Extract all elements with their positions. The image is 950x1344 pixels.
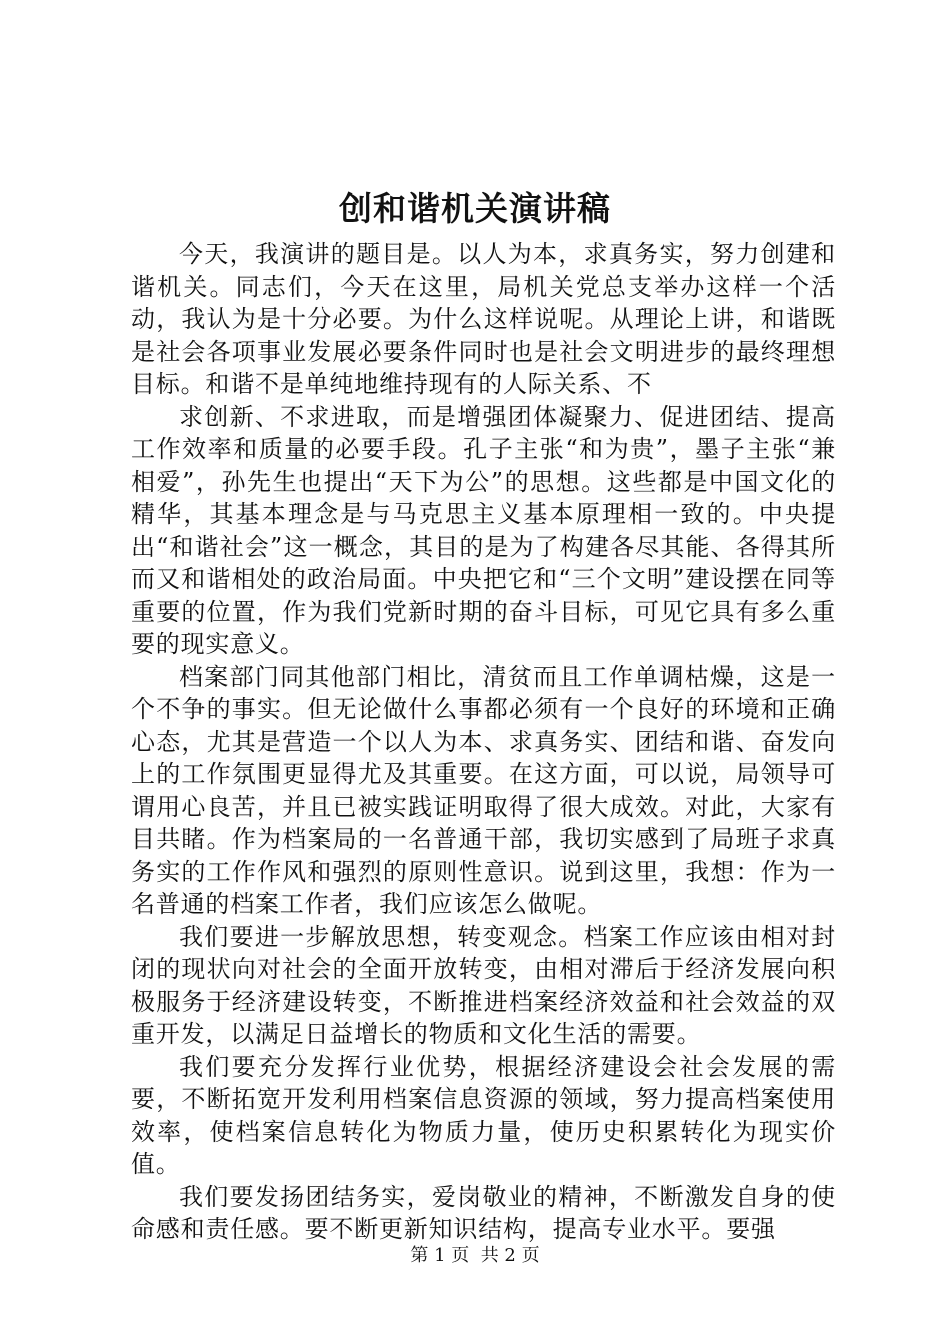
paragraph-1: 今天，我演讲的题目是。以人为本，求真务实，努力创建和谐机关。同志们，今天在这里，局机关党总支举办这样一个活动，我认为是十分必要。为什么这样说呢。从理论上讲，和谐既是社会各项事业发展必要条件同时也是社会文明进步的最终理想目标。和谐不是单纯地维持现有的人际关系、不 [131, 240, 836, 398]
paragraph-3: 档案部门同其他部门相比，清贫而且工作单调枯燥，这是一个不争的事实。但无论做什么事都必须有一个良好的环境和正确心态，尤其是营造一个以人为本、求真务实、团结和谐、奋发向上的工作氛围更显得尤及其重要。在这方面，可以说，局领导可谓用心良苦，并且已被实践证明取得了很大成效。对此，大家有目共睹。作为档案局的一名普通干部，我切实感到了局班子求真务实的工作作风和强烈的原则性意识。说到这里，我想：作为一名普通的档案工作者，我们应该怎么做呢。 [131, 662, 836, 918]
paragraph-2: 求创新、不求进取，而是增强团体凝聚力、促进团结、提高工作效率和质量的必要手段。孔子主张“和为贵”，墨子主张“兼相爱”，孙先生也提出“天下为公”的思想。这些都是中国文化的精华，其基本理念是与马克思主义基本原理相一致的。中央提出“和谐社会”这一概念，其目的是为了构建各尽其能、各得其所而又和谐相处的政治局面。中央把它和“三个文明”建设摆在同等重要的位置，作为我们党新时期的奋斗目标，可见它具有多么重要的现实意义。 [131, 402, 836, 658]
paragraph-4: 我们要进一步解放思想，转变观念。档案工作应该由相对封闭的现状向对社会的全面开放转变，由相对滞后于经济发展向积极服务于经济建设转变，不断推进档案经济效益和社会效益的双重开发，以满足日益增长的物质和文化生活的需要。 [131, 922, 836, 1048]
paragraph-6: 我们要发扬团结务实，爱岗敬业的精神，不断激发自身的使命感和责任感。要不断更新知识结构，提高专业水平。要强 [131, 1182, 836, 1243]
page-footer [0, 1244, 950, 1268]
paragraph-5: 我们要充分发挥行业优势，根据经济建设会社会发展的需要，不断拓宽开发利用档案信息资源的领域，努力提高档案使用效率，使档案信息转化为物质力量，使历史积累转化为现实价值。 [131, 1052, 836, 1178]
document-title: 创和谐机关演讲稿 [339, 189, 611, 228]
document-body [131, 238, 836, 1246]
page-number: 第 1 页 共 2 页 [410, 1245, 540, 1266]
